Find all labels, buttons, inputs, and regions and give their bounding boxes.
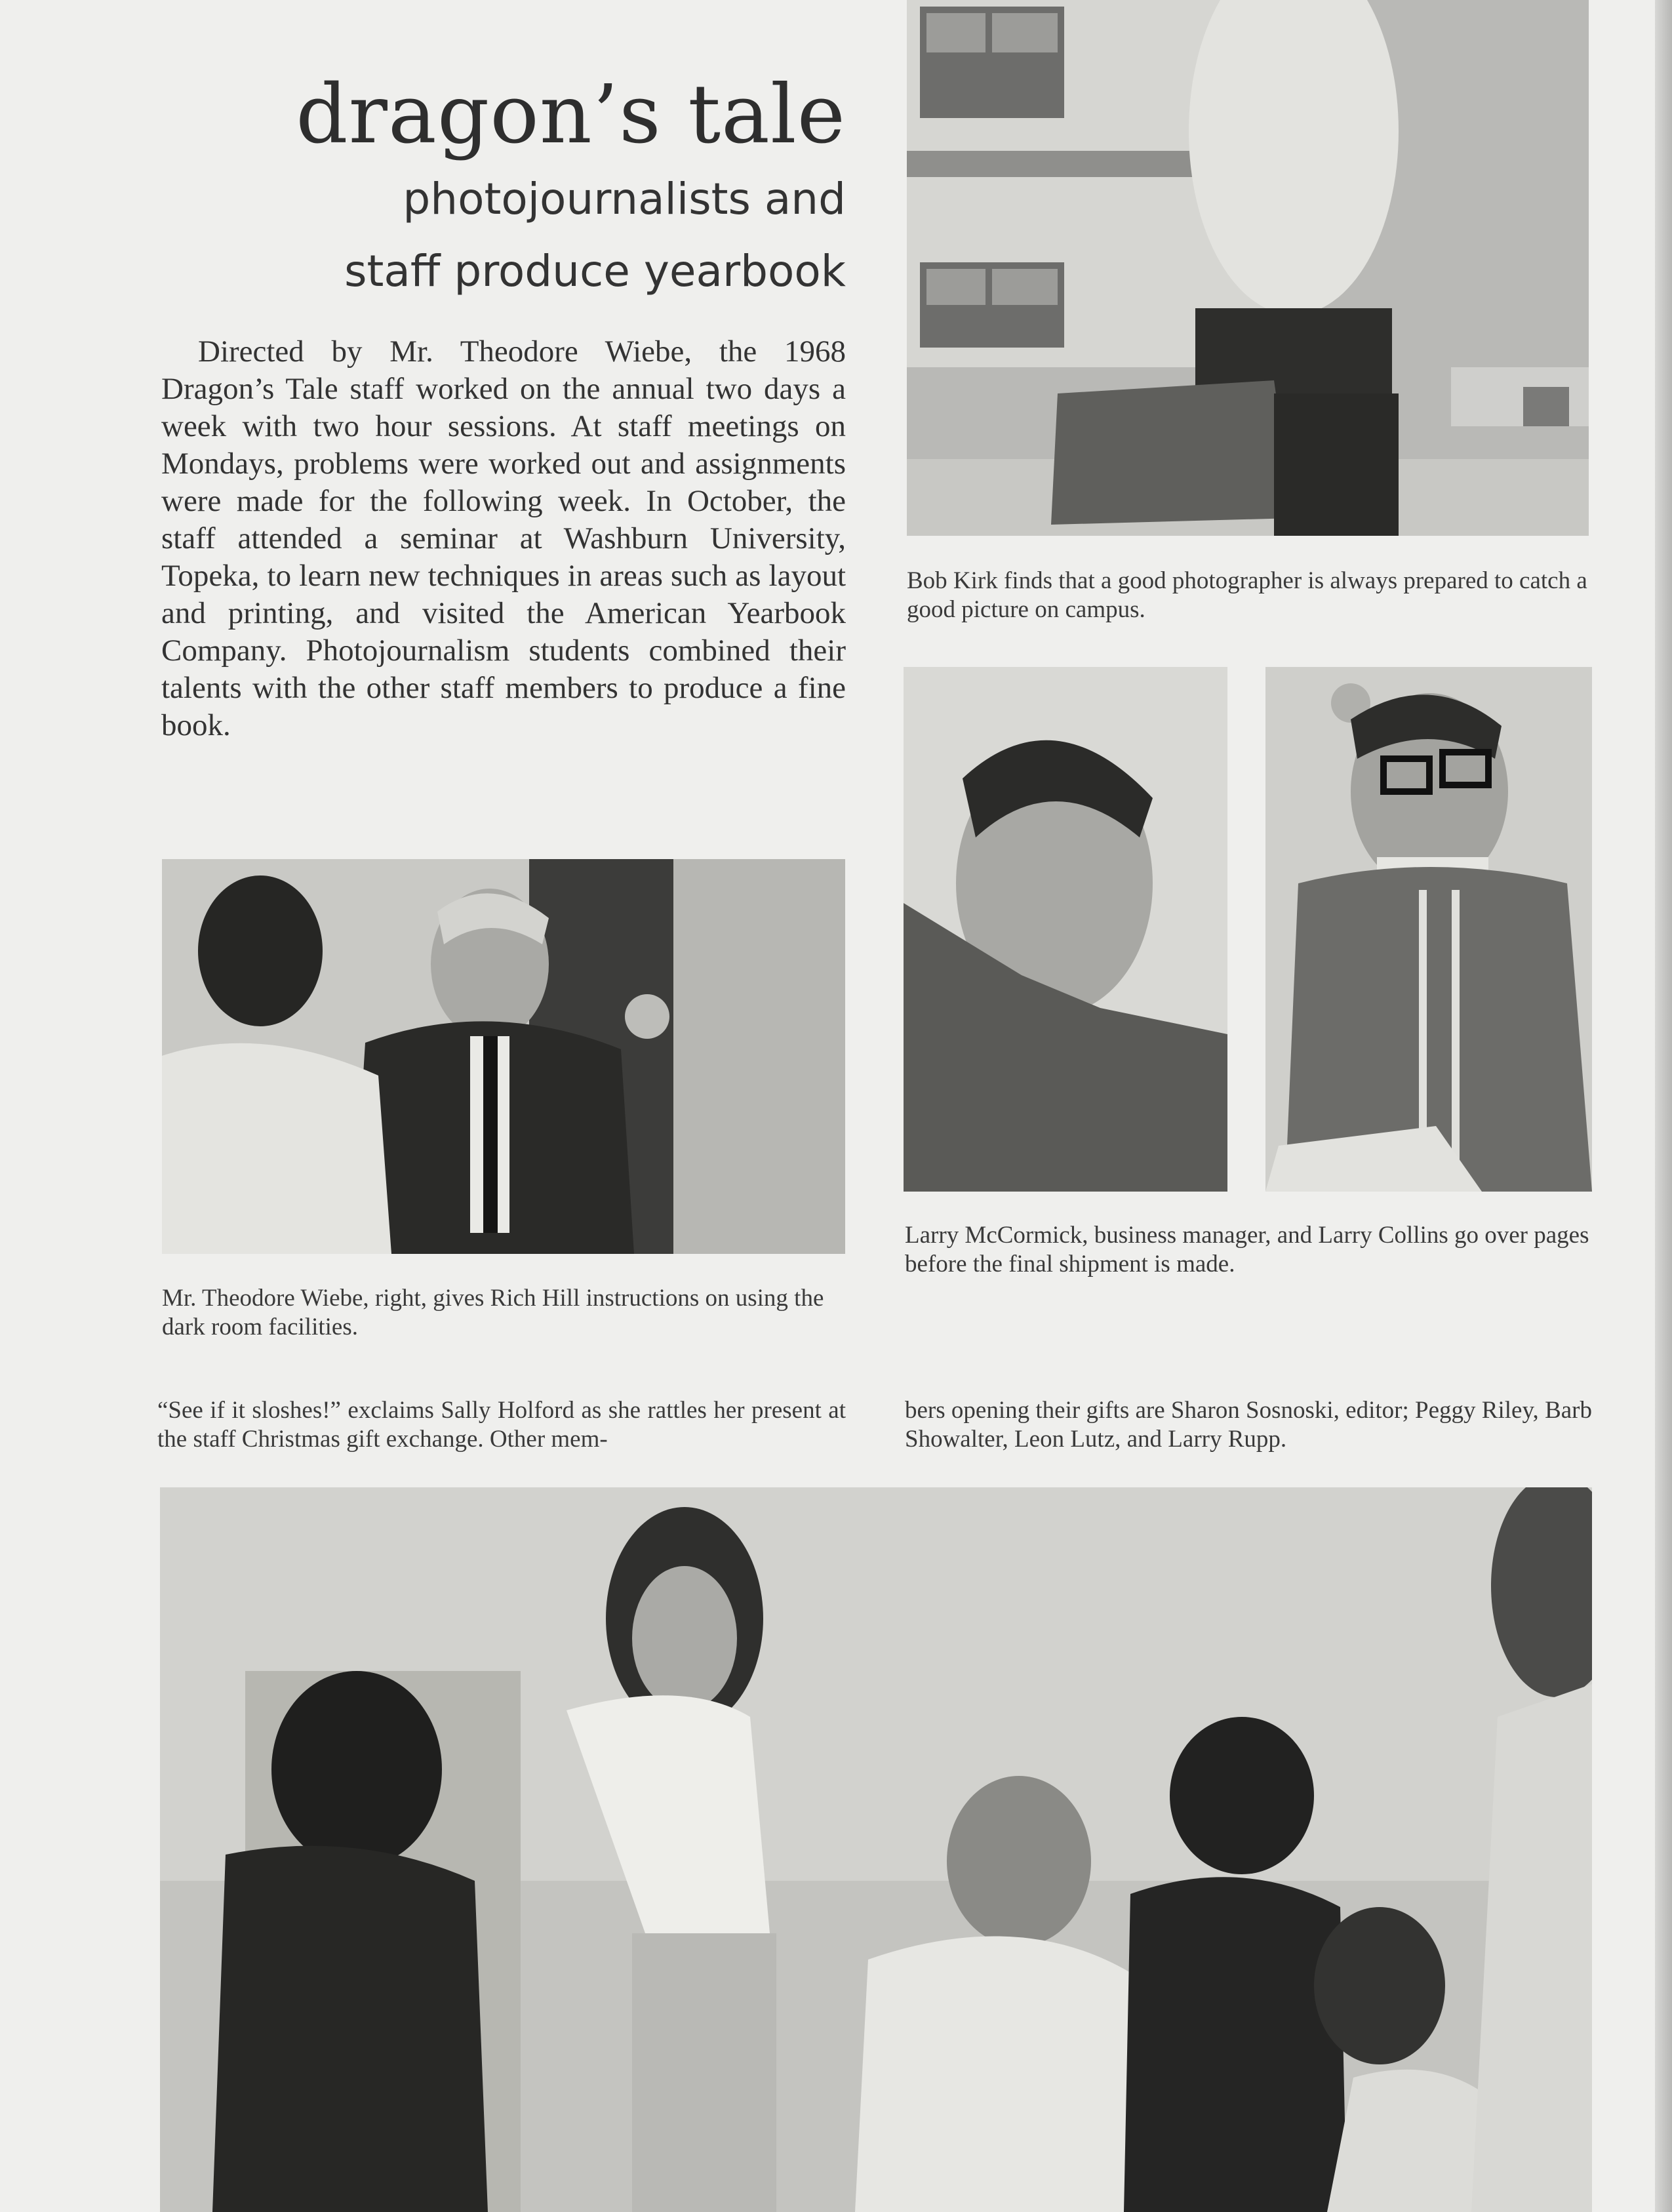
caption-gift-left: “See if it sloshes!” exclaims Sally Holford as she rattles her present at the staff Christmas gift exchange. Other mem- [157, 1397, 846, 1453]
article-body: Directed by Mr. Theodore Wiebe, the 1968 Dragon’s Tale staff worked on the annual two days a week with two hour sessions. At staff meetings on Mondays, problems were worked out and assignments were made for the following week. In October, the staff attended a seminar at Washburn University, Topeka, to learn new techniques in areas such as layout and printing, and visited the American Yearbook Company. Photojournalism students combined their talents with the other staff members to produce a fine book. [161, 334, 846, 742]
caption-mccormick-collins: Larry McCormick, business manager, and Larry Collins go over pages before the final shipment is made. [905, 1222, 1589, 1277]
collins-photo [1265, 667, 1592, 1192]
page-edge-shadow [1655, 0, 1672, 2212]
caption-bob-kirk: Bob Kirk finds that a good photographer is always prepared to catch a good picture on campus. [907, 567, 1587, 623]
gift-exchange-photo [160, 1487, 1592, 2212]
caption-wiebe: Mr. Theodore Wiebe, right, gives Rich Hill instructions on using the dark room facilities. [162, 1285, 824, 1340]
caption-gift-right: bers opening their gifts are Sharon Sosnoski, editor; Peggy Riley, Barb Showalter, Leon Lutz, and Larry Rupp. [905, 1397, 1592, 1453]
subtitle-line-1: photojournalists and [403, 174, 846, 224]
mccormick-photo [904, 667, 1227, 1192]
page-title: dragon’s tale [296, 68, 846, 162]
wiebe-photo [162, 859, 845, 1254]
subtitle-line-2: staff produce yearbook [344, 246, 846, 296]
photographer-photo [907, 0, 1589, 536]
